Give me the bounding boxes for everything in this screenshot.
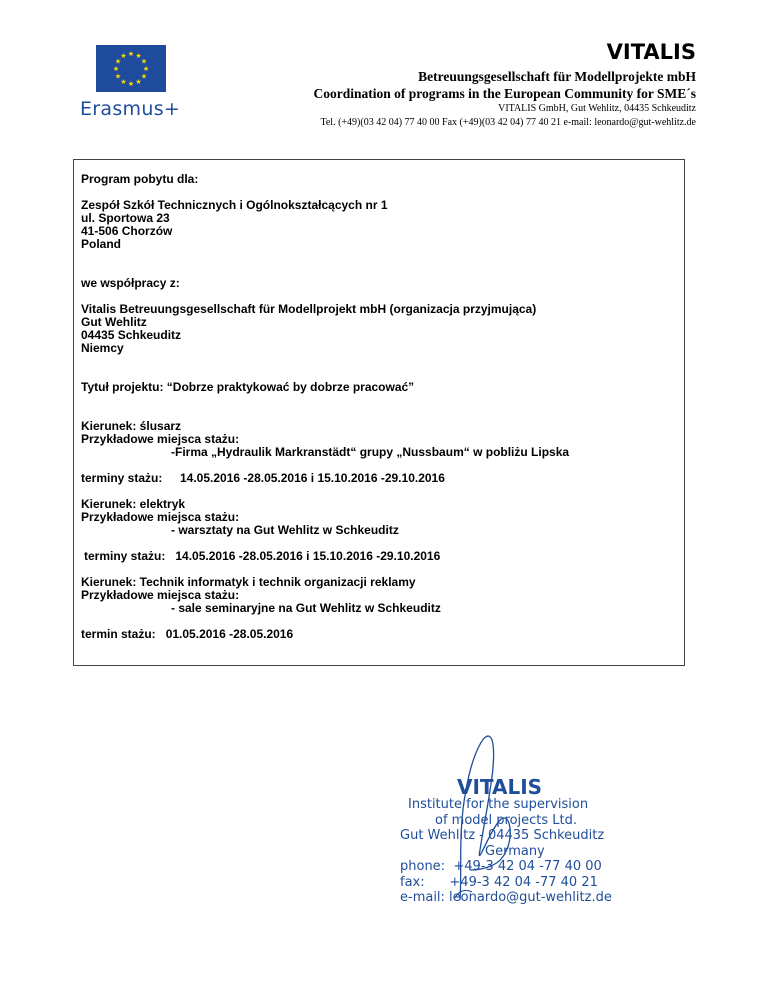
section-places-label: Przykładowe miejsca stażu: [81, 510, 240, 524]
section-place: - sale seminaryjne na Gut Wehlitz w Schkeuditz [171, 601, 441, 615]
company-contact: Tel. (+49)(03 42 04) 77 40 00 Fax (+49)(03 42 04) 77 40 21 e-mail: leonardo@gut-wehlitz.de [320, 117, 696, 128]
stamp-line: Germany [485, 843, 545, 859]
school-street: ul. Sportowa 23 [81, 211, 170, 225]
section-place: - warsztaty na Gut Wehlitz w Schkeuditz [171, 523, 399, 537]
section-direction: Kierunek: ślusarz [81, 419, 182, 433]
cooperation-label: we współpracy z: [81, 276, 180, 290]
partner-country: Niemcy [81, 341, 124, 355]
company-tagline: Coordination of programs in the European Community for SME´s [313, 86, 696, 101]
section-direction: Kierunek: elektryk [81, 497, 186, 511]
eu-star-icon: ★ [120, 53, 127, 61]
eu-star-icon: ★ [127, 51, 135, 58]
company-address: VITALIS GmbH, Gut Wehlitz, 04435 Schkeuditz [498, 103, 696, 114]
section-dates-row [81, 628, 677, 641]
erasmus-logo-text: Erasmus+ [80, 98, 181, 120]
stamp-line: Gut Wehlitz - 04435 Schkeuditz [400, 828, 605, 843]
eu-star-icon: ★ [114, 58, 122, 66]
section-dates: 01.05.2016 -28.05.2016 [165, 627, 294, 641]
program-box [73, 159, 685, 666]
section-dates-label: terminy stażu: [84, 549, 166, 563]
school-country: Poland [81, 237, 122, 251]
stamp-line: phone: +49-3 42 04 -77 40 00 [400, 859, 602, 874]
company-subtitle: Betreuungsgesellschaft für Modellprojekte mbH [418, 69, 696, 84]
school-name: Zespół Szkół Technicznych i Ogólnokształcących nr 1 [81, 198, 388, 212]
section-dates-label: termin stażu: [81, 627, 156, 641]
eu-flag-icon [96, 45, 166, 92]
partner-city: 04435 Schkeuditz [81, 328, 182, 342]
stamp-line: of model projects Ltd. [435, 812, 578, 828]
eu-star-icon: ★ [142, 66, 150, 73]
company-stamp [400, 720, 630, 905]
program-title: Program pobytu dla: [81, 172, 199, 186]
section-direction: Kierunek: Technik informatyk i technik organizacji reklamy [81, 575, 416, 589]
stamp-line: e-mail: leonardo@gut-wehlitz.de [400, 890, 612, 905]
eu-star-icon: ★ [135, 78, 142, 86]
stamp-line: fax: +49-3 42 04 -77 40 21 [400, 874, 598, 890]
section-dates-row [81, 472, 677, 485]
eu-star-icon: ★ [112, 66, 120, 73]
eu-star-icon: ★ [120, 78, 127, 86]
signature-icon [400, 720, 630, 905]
project-title: Tytuł projektu: “Dobrze praktykować by dobrze pracować” [81, 380, 415, 394]
eu-star-icon: ★ [135, 53, 142, 61]
eu-star-icon: ★ [114, 73, 122, 81]
stamp-brand: VITALIS [457, 775, 543, 799]
section-places-label: Przykładowe miejsca stażu: [81, 432, 240, 446]
erasmus-logo [80, 45, 190, 125]
eu-star-icon: ★ [140, 58, 148, 66]
partner-name: Vitalis Betreuungsgesellschaft für Modellprojekt mbH (organizacja przyjmująca) [81, 302, 537, 316]
section-dates: 14.05.2016 -28.05.2016 i 15.10.2016 -29.10.2016 [180, 471, 445, 485]
eu-star-icon: ★ [140, 73, 148, 81]
stamp-line: Institute for the supervision [408, 797, 589, 812]
eu-star-icon: ★ [127, 81, 135, 88]
letterhead [313, 40, 696, 130]
section-dates-label: terminy stażu: [81, 471, 163, 485]
company-name: VITALIS [606, 40, 696, 64]
section-place: -Firma „Hydraulik Markranstädt“ grupy „Nussbaum“ w pobliżu Lipska [171, 445, 570, 459]
section-dates-row [81, 550, 677, 563]
school-city: 41-506 Chorzów [81, 224, 173, 238]
section-places-label: Przykładowe miejsca stażu: [81, 588, 240, 602]
section-dates: 14.05.2016 -28.05.2016 i 15.10.2016 -29.10.2016 [175, 549, 441, 563]
partner-street: Gut Wehlitz [81, 315, 147, 329]
